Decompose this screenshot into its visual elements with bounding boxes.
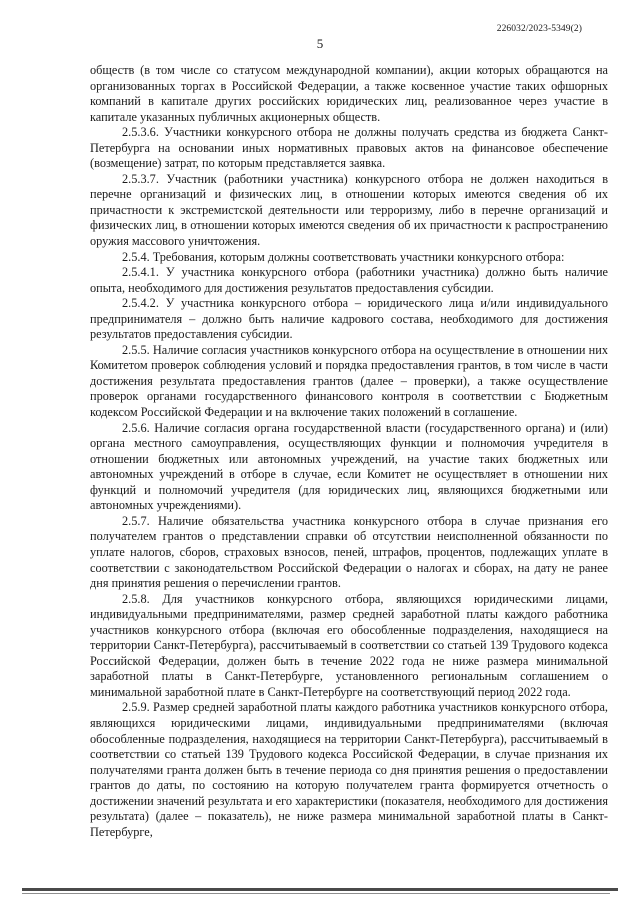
document-body [90, 63, 608, 840]
paragraph-2-5-4-2: 2.5.4.2. У участника конкурсного отбора – юридического лица и/или индивидуального предпринимателя – должно быть наличие кадрового состава, необходимого для достижения результатов предоставления субсидии. [90, 296, 608, 342]
scan-edge-line-thin [22, 893, 610, 894]
paragraph-2-5-4: 2.5.4. Требования, которым должны соответствовать участники конкурсного отбора: [122, 249, 565, 264]
paragraph-0: обществ (в том числе со статусом международной компании), акции которых обращаются на организованных торгах в Российской Федерации, а также косвенное участие таких офшорных компаний в капитале других российских юридических лиц, реализованное через участие в капитале указанных публичных акционерных обществ. [90, 63, 608, 124]
paragraph-2-5-8: 2.5.8. Для участников конкурсного отбора, являющихся юридическими лицами, индивидуальными предпринимателями, размер средней заработной платы каждого работника участников конкурсного отбора (включая его обособленные подразделения, находящиеся на территории Санкт-Петербурга), рассчитываемый в соответствии со статьей 139 Трудового кодекса Российской Федерации, должен быть в течение 2022 года не ниже размера минимальной заработной платы в Санкт-Петербурге, установленного региональным соглашением о минимальной заработной плате в Санкт-Петербурге на соответствующий период 2022 года. [90, 591, 608, 699]
paragraph-2-5-5: 2.5.5. Наличие согласия участников конкурсного отбора на осуществление в отношении них Комитетом проверок соблюдения условий и порядка предоставления грантов, в том числе в части достижения результата предоставления грантов (далее – проверки), а также осуществление проверок органами государственного финансового контроля в соответствии с Бюджетным кодексом Российской Федерации и на включение таких положений в соглашение. [90, 342, 608, 420]
document-number: 226032/2023-5349(2) [496, 24, 582, 34]
paragraph-2-5-7: 2.5.7. Наличие обязательства участника конкурсного отбора в случае признания его получателем грантов о представлении справки об отсутствии неисполненной обязанности по уплате налогов, сборов, страховых взносов, пеней, штрафов, процентов, подлежащих уплате в соответствии с законодательством Российской Федерации о налогах и сборах, на дату не ранее дня принятия решения о перечислении грантов. [90, 513, 608, 591]
paragraph-2-5-3-6: 2.5.3.6. Участники конкурсного отбора не должны получать средства из бюджета Санкт-Петербурга на основании иных нормативных правовых актов на финансовое обеспечение (возмещение) затрат, по которым представляется заявка. [90, 125, 608, 171]
paragraph-2-5-3-7: 2.5.3.7. Участник (работники участника) конкурсного отбора не должен находиться в перечне организаций и физических лиц, в отношении которых имеются сведения об их причастности к экстремистской деятельности или терроризму, либо в перечне организаций и физических лиц, в отношении которых имеются сведения об их причастности к распространению оружия массового уничтожения. [90, 171, 608, 249]
scan-edge-line [22, 888, 618, 891]
page-number: 5 [316, 36, 324, 51]
paragraph-2-5-4-1: 2.5.4.1. У участника конкурсного отбора (работники участника) должно быть наличие опыта, необходимого для достижения результатов предоставления субсидии. [90, 265, 608, 295]
paragraph-2-5-6: 2.5.6. Наличие согласия органа государственной власти (государственного органа) и (или) органа местного самоуправления, осуществляющих функции и полномочия учредителя в отношении бюджетных или автономных учреждений, на участие таких бюджетных или автономных учреждений в отборе в случае, если Комитет не осуществляет в отношении них функций и полномочий учредителя (для юридических лиц, являющихся бюджетными или автономных учреждениями). [90, 420, 608, 513]
paragraph-2-5-9: 2.5.9. Размер средней заработной платы каждого работника участников конкурсного отбора, являющихся юридическими лицами, индивидуальными предпринимателями (включая обособленные подразделения, находящиеся на территории Санкт-Петербурга), рассчитываемый в соответствии со статьей 139 Трудового кодекса Российской Федерации, в случае признания их получателями гранта должен быть в течение периода со дня принятия решения о предоставлении грантов до даты, по состоянию на которую получателем гранта формируется отчетность о достижении значений результата и его характеристики (показателя, необходимого для достижения результата) (далее – показатель), не ниже размера минимальной заработной платы в Санкт-Петербурге, [90, 700, 608, 839]
